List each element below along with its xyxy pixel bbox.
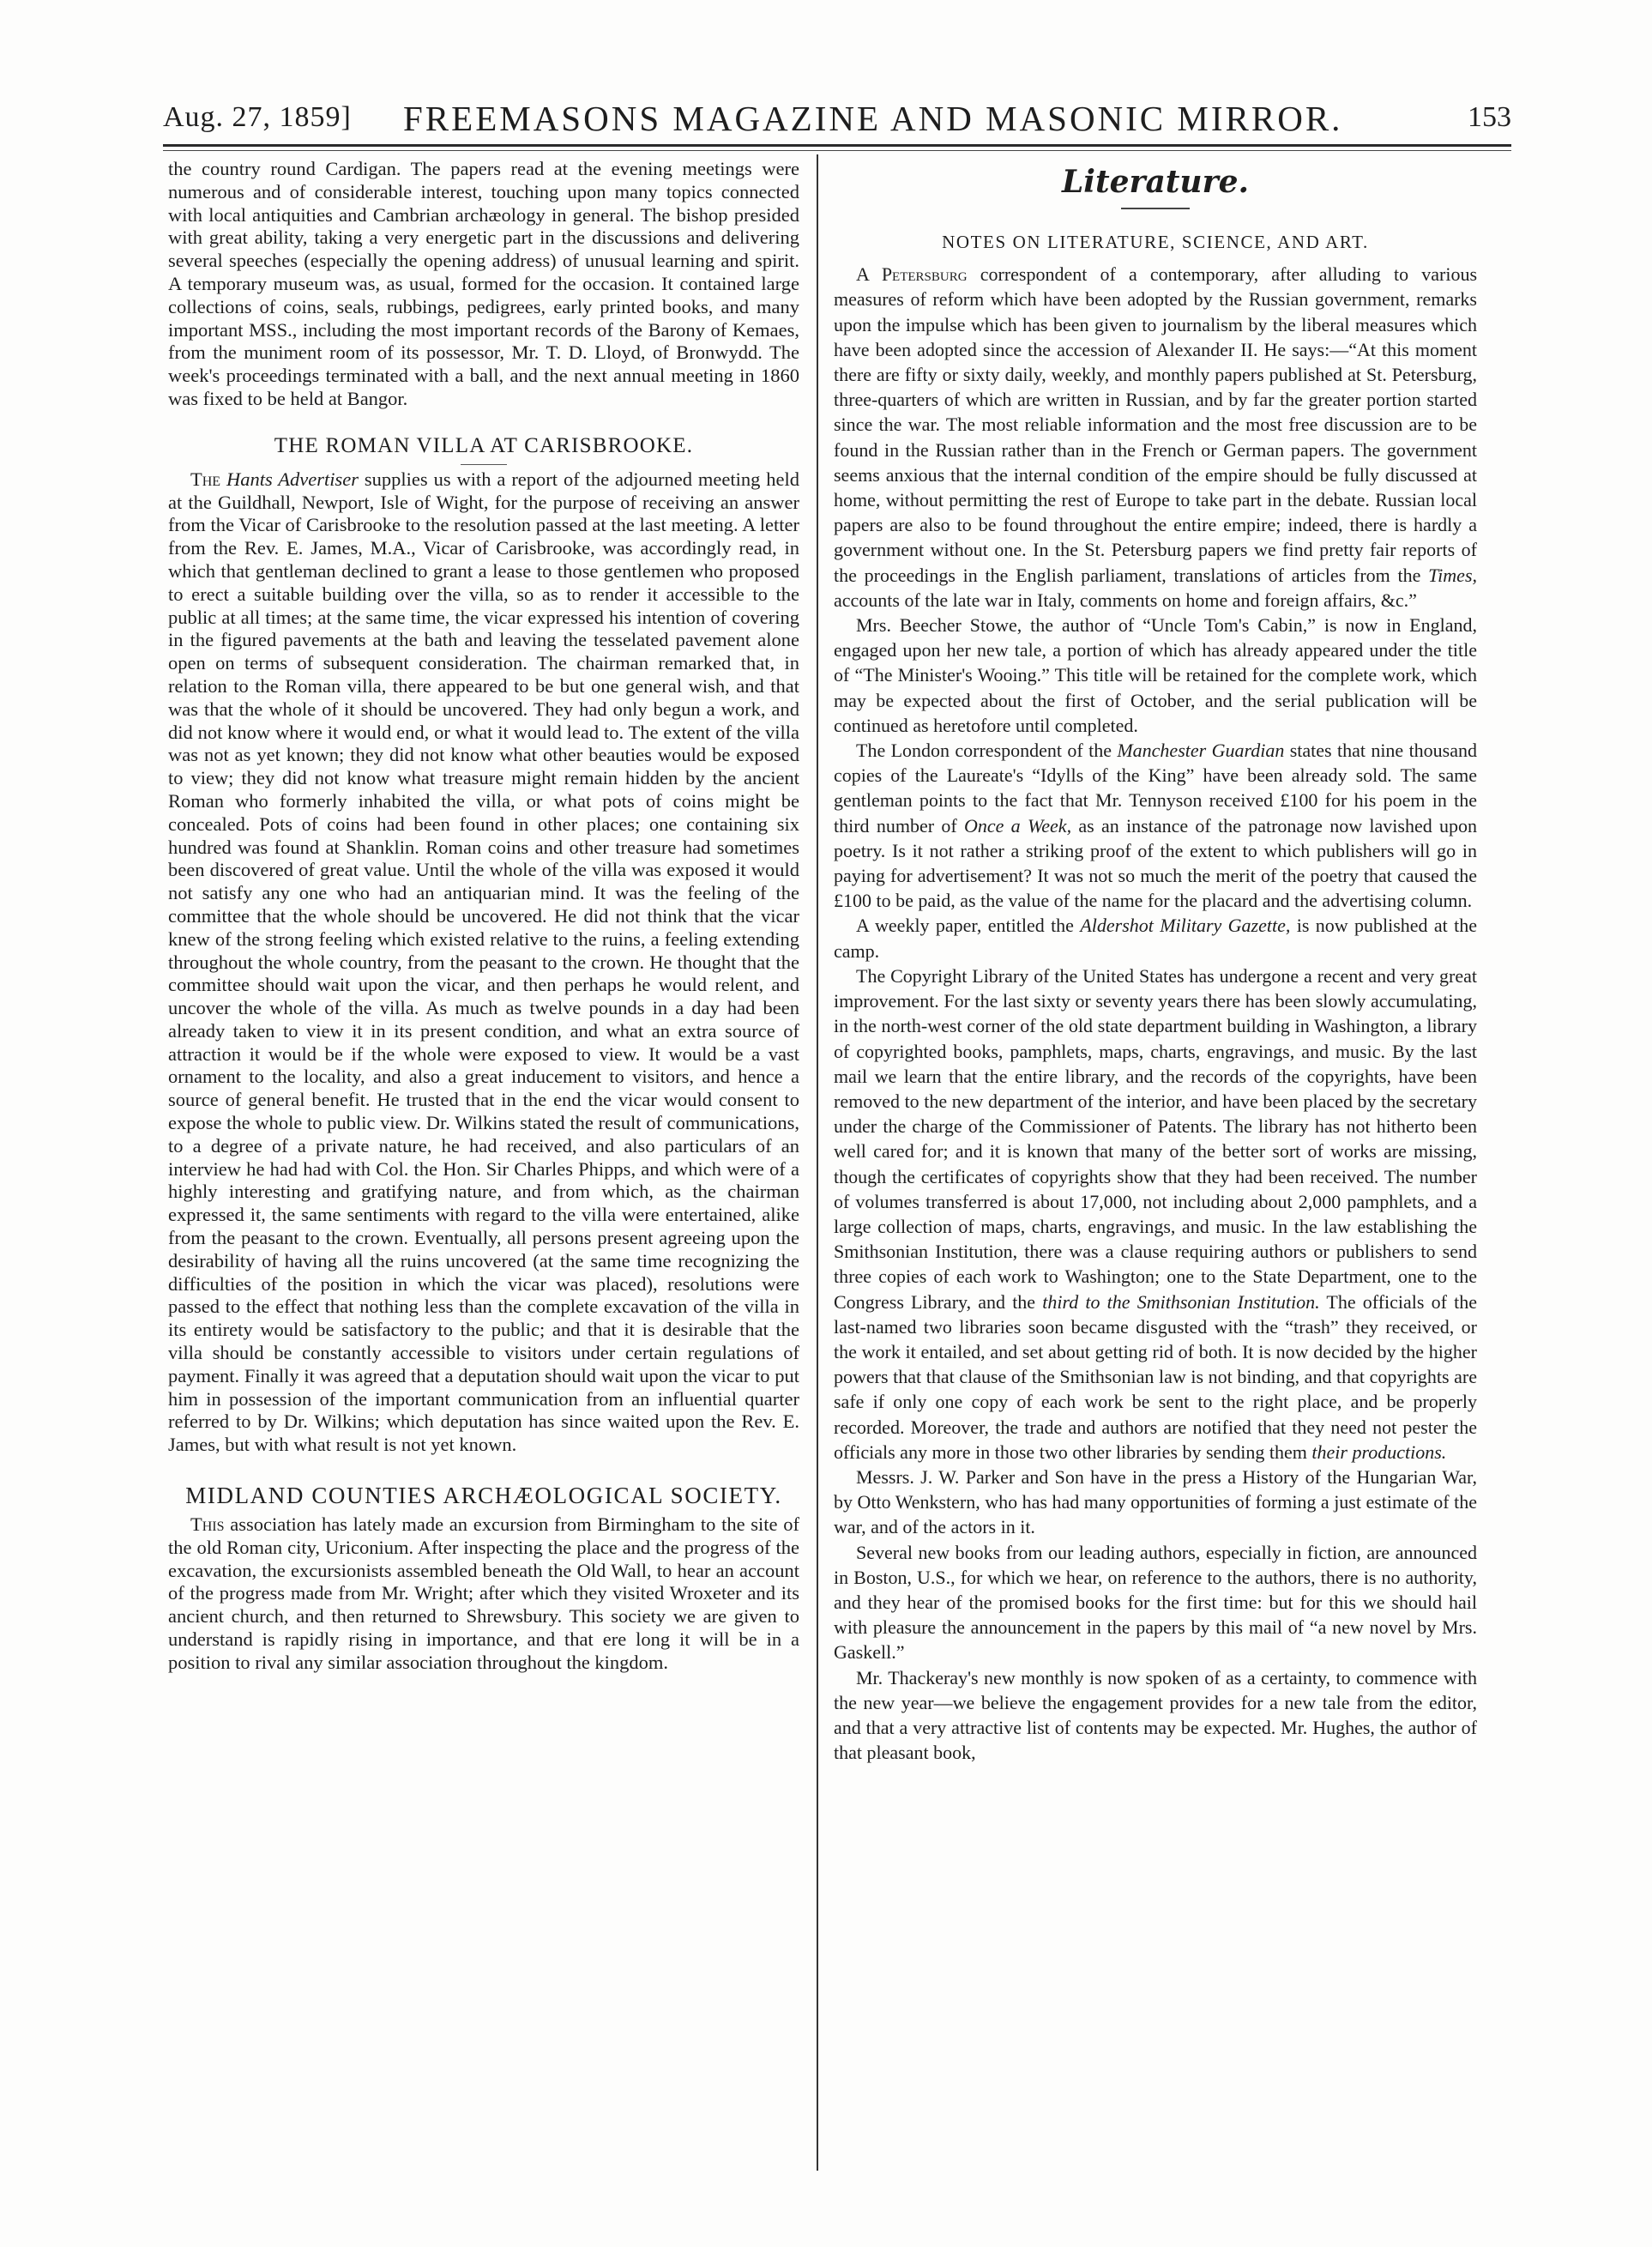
paragraph-text: supplies us with a report of the adjourned meeting held at the Guildhall, Newport, Isle of Wight, for the purpose of receiving an answer from the Vicar of Carisbrooke to the resolution passed at the last meeting. A letter from the Rev. E. James, M.A., Vicar of Carisbrooke, was accordingly read, in which that gentleman declined to grant a lease to those gentlemen who proposed to erect a suitable building over the villa, so as to render it accessible to the public at all times; at the same time, the vicar expressed his intention of covering in the figured pavements at the bath and leaving the tesselated pavement alone open on terms of subsequent consideration. The chairman remarked that, in relation to the Roman villa, there appeared to be but one general wish, and that was that the whole of it should be uncovered. They had only begun a work, and did not know where it would end, or what it would lead to. The extent of the villa was not as yet known; they did not know what other beauties would be exposed to view; they did not know what treasure might remain hidden by the ancient Roman who formerly inhabited the villa, or what pots of coins might be concealed. Pots of coins had been found in other places; one containing six hundred was found at Shanklin. Roman coins and other treasure had sometimes been discovered of great value. Until the whole of the villa was exposed it would not satisfy any one who had an antiquarian mind. It was the feeling of the committee that the whole should be uncovered. He did not think that the vicar knew of the strong feeling which existed relative to the ruins, a feeling extending throughout the whole country, from the peasant to the crown. He thought that the committee should wait upon the vicar, and then perhaps he would relent, and uncover the whole of the villa. As much as twelve pounds in a day had been already taken to view it in its present condition, and what an extra source of attraction it would be if the whole were exposed to view. It would be a vast ornament to the locality, and also a great inducement to visitors, and hence a source of general benefit. He trusted that in the end the vicar would consent to expose the whole to public view. Dr. Wilkins stated the result of communications, to a degree of a private nature, he had received, and also particulars of an interview he had had with Col. the Hon. Sir Charles Phipps, and which were of a highly interesting and gratifying nature, and from which, as the chairman expressed it, the same sentiments with regard to the villa were entertained, alike from the peasant to the crown. Eventually, all persons present agreeing upon the desirability of having all the ruins uncovered (at the same time recognizing the difficulties of the position in which the vicar was placed), resolutions were passed to the effect that nothing less than the complete excavation of the villa in its entirety would be satisfactory to the public; and that it is desirable that the villa should be constantly accessible to visitors under certain regulations of payment. Finally it was agreed that a deputation should wait upon the vicar to put him in possession of the important communication from an influential quarter referred to by Dr. Wilkins; which deputation has since waited upon the Rev. E. James, but with what result is not yet known. [168,468,799,1456]
paragraph-text: association has lately made an excursion from Birmingham to the site of the old Roman city, Uriconium. After inspecting the place and the progress of the excavation, the excursionists assembled beneath the Old Wall, to hear an account of the progress made from Mr. Wright; after which they visited Wroxeter and its ancient church, and then returned to Shrewsbury. This society we are given to understand is rapidly rising in importance, and that ere long it will be in a position to rival any similar association throughout the kingdom. [168,1513,799,1673]
article-paragraph: Mr. Thackeray's new monthly is now spoken of as a certainty, to commence with the new year—we believe the engagement provides for a new tale from the editor, and that a very attractive list of contents may be expected. Mr. Hughes, the author of that pleasant book, [834,1666,1477,1764]
article-paragraph [834,963,1477,1465]
section-rule [1121,208,1190,209]
article-paragraph [834,738,1477,913]
paragraph-text: The London correspondent of the [856,740,1112,762]
newspaper-name: Times, [1428,564,1477,586]
right-column [834,158,1477,2157]
article-paragraph: Several new books from our leading authors, especially in fiction, are announced in Boston, U.S., for which we hear, on reference to the authors, there is no authority, and they hear of the promised books for the first time: but for this we should hail with pleasure the announcement in the papers by this mail of “a new novel by Mrs. Gaskell.” [834,1541,1477,1664]
italic-phrase: their productions. [1311,1441,1447,1463]
heading-midland-society: MIDLAND COUNTIES ARCHÆOLOGICAL SOCIETY. [185,1483,782,1509]
paragraph-text: is now published at the camp. [834,915,1477,962]
newspaper-name: Hants Advertiser [226,468,359,490]
article-paragraph: Mrs. Beecher Stowe, the author of “Uncle Tom's Cabin,” is now in England, engaged upon her new tale, a portion of which has already appeared under the title of “The Minister's Wooing.” This title will be retained for the complete work, which may be expected about the first of October, and the serial publication will be continued as heretofore until completed. [834,614,1477,736]
header-rule [163,144,1511,147]
heading-rule [461,464,507,465]
drop-word: This [190,1513,225,1536]
section-subtitle: NOTES ON LITERATURE, SCIENCE, AND ART. [942,232,1369,252]
masthead-title: FREEMASONS MAGAZINE AND MASONIC MIRROR. [403,99,1343,138]
article-paragraph: Messrs. J. W. Parker and Son have in the press a History of the Hungarian War, by Otto Wenkstern, who has had many opportunities of forming a just estimate of the war, and of the actors in it. [834,1465,1477,1538]
publication-name: Once a Week, [963,814,1072,837]
paragraph-text: accounts of the late war in Italy, comments on home and foreign affairs, &c.” [834,589,1417,611]
article-paragraph: the country round Cardigan. The papers read at the evening meetings were numerous and of considerable interest, touching upon many topics connected with local antiquities and Cambrian archæology in general. The bishop presided with great ability, taking a very energetic part in the discussions and delivering several speeches (especially the opening address) of unusual learning and spirit. A temporary museum was, as usual, formed for the occasion. It contained large collections of coins, seals, rubbings, pedigrees, early printed books, and many important MSS., including the most important records of the Barony of Kemaes, from the muniment room of its possessor, Mr. T. D. Lloyd, of Bronwydd. The week's proceedings terminated with a ball, and the next annual meeting in 1860 was fixed to be held at Bangor. [168,158,799,409]
issue-date: Aug. 27, 1859] [163,101,352,133]
article-paragraph [168,1513,799,1675]
header-rule-thin [163,150,1511,151]
drop-word: The [190,468,221,490]
page-number: 153 [1468,101,1511,133]
section-title: Literature. [1061,164,1250,200]
article-paragraph [834,262,1477,613]
italic-phrase: third to the Smithsonian Institution. [1042,1290,1320,1313]
article-paragraph [834,913,1477,963]
newspaper-name: Aldershot Military Gazette, [1080,915,1291,937]
running-header [163,96,1511,148]
drop-word: A Petersburg [856,263,968,286]
left-column [168,158,799,2157]
column-divider [817,154,818,2171]
heading-roman-villa: THE ROMAN VILLA AT CARISBROOKE. [274,433,694,457]
paragraph-text: as an instance of the patronage now lavished upon poetry. Is it not rather a striking proof of the extent to which publishers will go in paying for advertisement? It was not so much the merit of the poetry that caused the £100 to be paid, as the value of the name for the placard and the advertising column. [834,814,1477,912]
paragraph-text: correspondent of a contemporary, after alluding to various measures of reform which have been adopted by the Russian government, remarks upon the impulse which has been given to journalism by the liberal measures which have been adopted since the accession of Alexander II. He says:—“At this moment there are fifty or sixty daily, weekly, and monthly papers published at St. Petersburg, three-quarters of which are written in Russian, and by far the greater portion started since the war. The most reliable information and the most free discussion are to be found in the Russian rather than in the French or German papers. The government seems anxious that the internal condition of the empire should be fully discussed at home, without permitting the rest of Europe to take part in the debate. Russian local papers are also to be found throughout the entire empire; indeed, there is hardly a government without one. In the St. Petersburg papers we find pretty fair reports of the proceedings in the English parliament, translations of articles from the [834,263,1477,586]
article-paragraph [168,468,799,1457]
paragraph-text: A weekly paper, entitled the [856,915,1074,937]
paragraph-text: The officials of the last-named two libraries soon became disgusted with the “trash” they received, or the work it entailed, and set about getting rid of both. It is now decided by the higher powers that that clause of the Smithsonian law is not binding, and that copyrights are safe if only one copy of each work be sent to the right place, and be properly recorded. Moreover, the trade and authors are notified that they need not pester the officials any more in those two other libraries by sending them [834,1290,1477,1463]
paragraph-text: states that nine thousand copies of the Laureate's “Idylls of the King” have been already sold. The same gentleman points to the fact that Mr. Tennyson received £100 for his poem in the third number of [834,740,1477,837]
paragraph-text: The Copyright Library of the United States has undergone a recent and very great improvement. For the last sixty or seventy years there has been slowly accumulating, in the north-west corner of the old state department building in Washington, a library of copyrighted books, pamphlets, maps, charts, engravings, and music. By the last mail we learn that the entire library, and the records of the copyrights, have been removed to the new department of the interior, and have been placed by the secretary under the charge of the Commissioner of Patents. The library has not hitherto been well cared for; and it is known that many of the better sort of works are missing, though the certificates of copyrights show that they had been received. The number of volumes transferred is about 17,000, not including about 2,000 pamphlets, and a large collection of maps, charts, engravings, and music. In the law establishing the Smithsonian Institution, there was a clause requiring authors or publishers to send three copies of each work to Washington; one to the State Department, one to the Congress Library, and the [834,964,1477,1313]
newspaper-name: Manchester Guardian [1117,740,1285,762]
